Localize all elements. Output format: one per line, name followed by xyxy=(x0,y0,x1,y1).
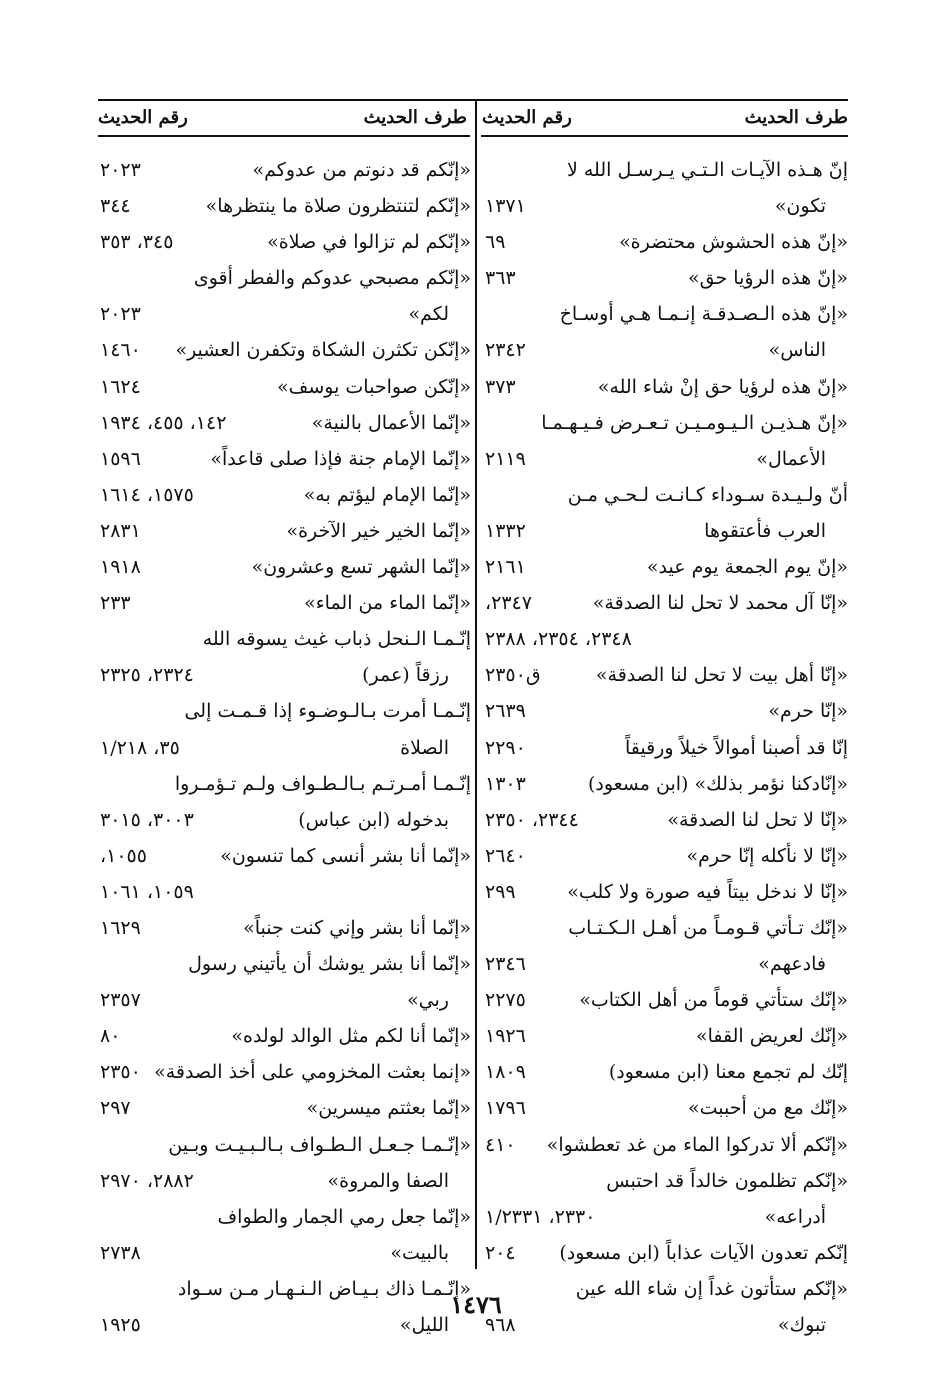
header-number-right: رقم الحديث xyxy=(482,107,572,128)
hadith-phrase: «إنّا حرم» xyxy=(768,700,848,723)
index-entry-row xyxy=(483,838,848,874)
index-entry-row xyxy=(98,477,471,513)
hadith-phrase: الناس» xyxy=(768,339,826,362)
index-entry-row xyxy=(98,405,471,441)
hadith-number: ١٥٧٥، ١٦١٤ xyxy=(100,483,194,506)
hadith-number: ٢٣٤٢ xyxy=(485,339,526,362)
index-entry-row xyxy=(98,1054,471,1090)
index-entry-row xyxy=(483,296,848,332)
hadith-phrase: «إنّـمـا ذاك بـيـاض الـنـهـار مـن سـواد xyxy=(177,1277,471,1300)
index-entry-row xyxy=(98,1127,471,1163)
hadith-phrase: تبوك» xyxy=(777,1314,826,1336)
index-entry-row xyxy=(98,296,471,332)
hadith-phrase: إنّا قد أصبنا أموالاً خيلاً ورقيقاً xyxy=(624,736,848,759)
left-column xyxy=(98,152,471,1343)
index-entry-row xyxy=(98,549,471,585)
hadith-phrase: «إنّك ستأتي قوماً من أهل الكتاب» xyxy=(579,989,848,1012)
hadith-number: ١٣٧١ xyxy=(485,195,526,218)
index-entry-row xyxy=(483,982,848,1018)
hadith-phrase: «إنّ هذه الـصـدقـة إنـمـا هـي أوسـاخ xyxy=(559,303,848,326)
hadith-phrase: «إنّا لا تحل لنا الصدقة» xyxy=(667,808,848,831)
header-hadith-left: طرف الحديث xyxy=(363,107,467,128)
header-rule-left xyxy=(98,135,470,137)
hadith-number: ١٠٥٥، xyxy=(100,844,147,867)
hadith-number: ٢٦٣٩ xyxy=(485,700,526,723)
index-entry-row xyxy=(483,224,848,260)
index-entry-row xyxy=(483,766,848,802)
hadith-number: ٦٩ xyxy=(485,231,506,254)
hadith-phrase: «إنّكم مصبحي عدوكم والفطر أقوى xyxy=(193,267,471,290)
hadith-number: ٣٠٠٣، ٣٠١٥ xyxy=(100,808,194,831)
index-entry-row xyxy=(483,332,848,368)
index-entry-row xyxy=(483,1235,848,1271)
index-entry-row xyxy=(483,549,848,585)
hadith-number: ٢١١٩ xyxy=(485,447,526,470)
hadith-number: ٢٢٧٥ xyxy=(485,989,526,1012)
hadith-phrase: ربي» xyxy=(407,989,449,1012)
hadith-number: ١٤٢، ٤٥٥، ١٩٣٤ xyxy=(100,411,227,434)
header-rule-right xyxy=(481,135,848,137)
index-entry-row xyxy=(98,369,471,405)
hadith-number: ٢٩٧ xyxy=(100,1097,131,1120)
hadith-phrase: «إنّ يوم الجمعة يوم عيد» xyxy=(646,556,848,579)
hadith-phrase: الصفا والمروة» xyxy=(327,1169,449,1192)
index-entry-row xyxy=(98,982,471,1018)
index-entry-row xyxy=(98,802,471,838)
index-entry-row xyxy=(483,405,848,441)
index-entry-row xyxy=(98,1018,471,1054)
hadith-number: ٢١٦١ xyxy=(485,556,526,579)
hadith-phrase: «إنما بعثت المخزومي على أخذ الصدقة» xyxy=(154,1061,471,1084)
index-entry-row xyxy=(483,910,848,946)
hadith-number: ١٩١٨ xyxy=(100,556,141,579)
hadith-phrase: «إنّما أنا لكم مثل الوالد لولده» xyxy=(231,1025,471,1048)
column-divider xyxy=(475,99,477,1269)
index-entry-row xyxy=(483,1163,848,1199)
index-entry-row xyxy=(98,838,471,874)
hadith-number: ١٩٢٥ xyxy=(100,1314,141,1336)
hadith-number: ١٥٩٦ xyxy=(100,447,141,470)
index-entry-row xyxy=(98,946,471,982)
hadith-phrase: «إنّك تـأتي قـومـاً من أهـل الـكـتـاب xyxy=(568,916,848,939)
index-entry-row xyxy=(483,874,848,910)
hadith-phrase: «إنّ هـذيـن الـيـومـيـن تـعـرض فـيـهـمـا xyxy=(541,411,848,434)
hadith-number: ١٠٥٩، ١٠٦١ xyxy=(100,880,194,903)
hadith-phrase: «إنّا أهل بيت لا تحل لنا الصدقة» xyxy=(595,664,848,687)
hadith-phrase: العرب فأعتقوها xyxy=(704,519,826,542)
hadith-phrase: «إنّك لعريض القفا» xyxy=(696,1025,848,1048)
index-entry-row xyxy=(483,441,848,477)
hadith-phrase: «إنّ هذه الرؤيا حق» xyxy=(688,267,848,290)
hadith-phrase: تكون» xyxy=(774,195,826,218)
top-rule xyxy=(98,99,848,101)
hadith-number: ١٨٠٩ xyxy=(485,1061,526,1084)
hadith-phrase: «إنّكم قد دنوتم من عدوكم» xyxy=(252,159,471,181)
hadith-phrase: «إنّكن صواحبات يوسف» xyxy=(277,375,471,398)
hadith-number: ٣٤٥، ٣٥٣ xyxy=(100,231,174,254)
hadith-phrase: الصلاة xyxy=(400,736,449,759)
index-entry-row xyxy=(98,513,471,549)
hadith-number: ٢٠٤ xyxy=(485,1241,516,1264)
hadith-phrase: «إنّما الأعمال بالنية» xyxy=(311,411,471,434)
hadith-phrase: «إنّما الإمام ليؤتم به» xyxy=(303,483,471,506)
hadith-phrase: «إنّ هذه لرؤيا حق إنْ شاء الله» xyxy=(597,375,848,398)
hadith-number: ٩٦٨ xyxy=(485,1314,516,1336)
hadith-phrase: «إنّكم ستأتون غداً إن شاء الله عين xyxy=(575,1277,848,1300)
hadith-phrase: «إنّما أنا بشر وإني كنت جنباً» xyxy=(243,916,471,939)
index-entry-row xyxy=(483,369,848,405)
hadith-number: ١٧٩٦ xyxy=(485,1097,526,1120)
index-entry-row xyxy=(98,1163,471,1199)
hadith-number: ٢٢٩٠ xyxy=(485,736,526,759)
index-entry-row xyxy=(483,585,848,621)
index-entry-row xyxy=(98,224,471,260)
hadith-phrase: بدخوله (ابن عباس) xyxy=(298,808,449,831)
index-entry-row xyxy=(483,1090,848,1126)
index-entry-row xyxy=(483,1018,848,1054)
page-number: ١٤٧٦ xyxy=(450,1290,502,1319)
hadith-number: ٢٣٤٤، ٢٣٥٠ xyxy=(485,808,579,831)
hadith-number: ٣٤٤ xyxy=(100,195,131,218)
hadith-phrase: إنّ هـذه الآيـات الـتـي يـرسـل الله لا xyxy=(567,159,848,181)
index-entry-row xyxy=(483,657,848,693)
hadith-phrase: «إنّما أنا بشر يوشك أن يأتيني رسول xyxy=(188,953,471,976)
index-entry-row xyxy=(98,766,471,802)
hadith-number: ٢٩٩ xyxy=(485,880,516,903)
hadith-number: ١٤٦٠ xyxy=(100,339,141,362)
index-entry-row xyxy=(98,874,471,910)
index-entry-row xyxy=(98,441,471,477)
hadith-number: ٢٨٨٢، ٢٩٧٠ xyxy=(100,1169,194,1192)
hadith-number: ٢٧٣٨ xyxy=(100,1241,141,1264)
index-entry-row xyxy=(483,946,848,982)
hadith-phrase: لكم» xyxy=(408,303,449,326)
hadith-number: ١٦٢٩ xyxy=(100,916,141,939)
hadith-phrase: «إنّما جعل رمي الجمار والطواف xyxy=(217,1205,471,1228)
index-entry-row xyxy=(483,1127,848,1163)
hadith-phrase: «إنّـمـا جـعـل الـطـواف بـالـبـيـت وبـين xyxy=(168,1133,471,1156)
header-number-left: رقم الحديث xyxy=(98,107,188,128)
hadith-phrase: «إنّ هذه الحشوش محتضرة» xyxy=(619,231,848,254)
hadith-number: ق٢٣٥٠ xyxy=(485,664,541,687)
hadith-phrase: إنّـمـا أمـرتـم بـالـطـواف ولـم تـؤمـروا xyxy=(174,772,471,795)
hadith-phrase: «إنّما الشهر تسع وعشرون» xyxy=(251,556,471,579)
hadith-phrase: «إنّما الماء من الماء» xyxy=(304,592,471,615)
index-entry-row xyxy=(98,1235,471,1271)
hadith-phrase: «إنّا آل محمد لا تحل لنا الصدقة» xyxy=(592,592,848,615)
hadith-phrase: «إنّما بعثتم ميسرين» xyxy=(306,1097,471,1120)
index-entry-row xyxy=(483,513,848,549)
hadith-number: ٢٣٤٧، xyxy=(485,592,532,615)
index-entry-row xyxy=(98,621,471,657)
index-entry-row xyxy=(483,152,848,188)
hadith-phrase: «إنّادكنا نؤمر بذلك» (ابن مسعود) xyxy=(587,772,848,795)
index-entry-row xyxy=(483,260,848,296)
hadith-phrase: «إنّكم لم تزالوا في صلاة» xyxy=(267,231,471,254)
hadith-number: ٢٣٥٧ xyxy=(100,989,141,1012)
hadith-number: ١٦٢٤ xyxy=(100,375,141,398)
hadith-phrase: إنّك لم تجمع معنا (ابن مسعود) xyxy=(608,1061,848,1084)
hadith-phrase: بالبيت» xyxy=(390,1241,449,1264)
index-entry-row xyxy=(483,1199,848,1235)
hadith-phrase: «إنّكم ألا تدركوا الماء من غد تعطشوا» xyxy=(546,1133,848,1156)
hadith-number: ٢٠٢٣ xyxy=(100,159,141,181)
hadith-number: ٣٦٣ xyxy=(485,267,516,290)
hadith-phrase: رزقاً (عمر) xyxy=(362,664,449,687)
hadith-number: ١٣٠٣ xyxy=(485,772,526,795)
index-entry-row xyxy=(483,1054,848,1090)
hadith-number: ٢٣٤٦ xyxy=(485,953,526,976)
index-entry-row xyxy=(98,152,471,188)
hadith-phrase: «إنّكم تظلمون خالداً قد احتبس xyxy=(606,1169,848,1192)
index-entry-row xyxy=(98,1199,471,1235)
index-entry-row xyxy=(483,693,848,729)
hadith-phrase: «إنّما الخير خير الآخرة» xyxy=(286,519,471,542)
hadith-phrase: أنّ ولـيـدة سـوداء كـانـت لـحـي مـن xyxy=(567,483,848,506)
hadith-number: ٣٧٣ xyxy=(485,375,516,398)
index-entry-row xyxy=(483,188,848,224)
index-entry-row xyxy=(98,332,471,368)
hadith-number: ٨٠ xyxy=(100,1025,121,1048)
hadith-number: ٢٦٤٠ xyxy=(485,844,526,867)
index-entry-row xyxy=(98,585,471,621)
hadith-number: ٢٣٥٠ xyxy=(100,1061,141,1084)
hadith-number: ٢٣٢٤، ٢٣٢٥ xyxy=(100,664,194,687)
index-entry-row xyxy=(98,260,471,296)
hadith-phrase: الأعمال» xyxy=(756,447,826,470)
hadith-number: ٢٨٣١ xyxy=(100,519,141,542)
index-entry-row xyxy=(483,730,848,766)
hadith-phrase: «إنّما الإمام جنة فإذا صلى قاعداً» xyxy=(210,447,471,470)
hadith-number: ٢٣٣ xyxy=(100,592,131,615)
index-entry-row xyxy=(483,621,848,657)
hadith-phrase: «إنّما أنا بشر أنسى كما تنسون» xyxy=(220,844,471,867)
index-entry-row xyxy=(98,188,471,224)
hadith-phrase: إنّكم تعدون الآيات عذاباً (ابن مسعود) xyxy=(559,1241,848,1264)
right-column xyxy=(483,152,848,1343)
hadith-phrase: إنّـمـا الـنحل ذباب غيث يسوقه الله xyxy=(202,628,471,651)
hadith-phrase: أدراعه» xyxy=(764,1205,826,1228)
hadith-phrase: «إنّكن تكثرن الشكاة وتكفرن العشير» xyxy=(175,339,471,362)
hadith-phrase: «إنّكم لتنتظرون صلاة ما ينتظرها» xyxy=(205,195,471,218)
hadith-phrase: فادعهم» xyxy=(758,953,826,976)
index-entry-row xyxy=(98,657,471,693)
header-hadith-right: طرف الحديث xyxy=(744,107,848,128)
index-entry-row xyxy=(98,910,471,946)
hadith-phrase: «إنّك مع من أحببت» xyxy=(687,1097,848,1120)
hadith-number: ١٣٣٢ xyxy=(485,519,526,542)
hadith-phrase: إنّـمـا أمرت بـالـوضـوء إذا قـمـت إلى xyxy=(184,700,471,723)
hadith-number: ١٩٢٦ xyxy=(485,1025,526,1048)
hadith-number: ٢٣٤٨، ٢٣٥٤، ٢٣٨٨ xyxy=(485,628,632,651)
hadith-phrase: «إنّا لا نأكله إنّا حرم» xyxy=(686,844,848,867)
hadith-phrase: «إنّا لا ندخل بيتاً فيه صورة ولا كلب» xyxy=(567,880,848,903)
index-entry-row xyxy=(483,802,848,838)
index-entry-row xyxy=(483,477,848,513)
index-entry-row xyxy=(98,1090,471,1126)
hadith-number: ٣٥، ١/٢١٨ xyxy=(100,736,180,759)
index-entry-row xyxy=(98,693,471,729)
hadith-number: ٤١٠ xyxy=(485,1133,516,1156)
hadith-phrase: الليل» xyxy=(399,1314,449,1336)
index-entry-row xyxy=(98,730,471,766)
hadith-number: ٢٠٢٣ xyxy=(100,303,141,326)
hadith-number: ٢٣٣٠، ١/٢٣٣١ xyxy=(485,1205,596,1228)
